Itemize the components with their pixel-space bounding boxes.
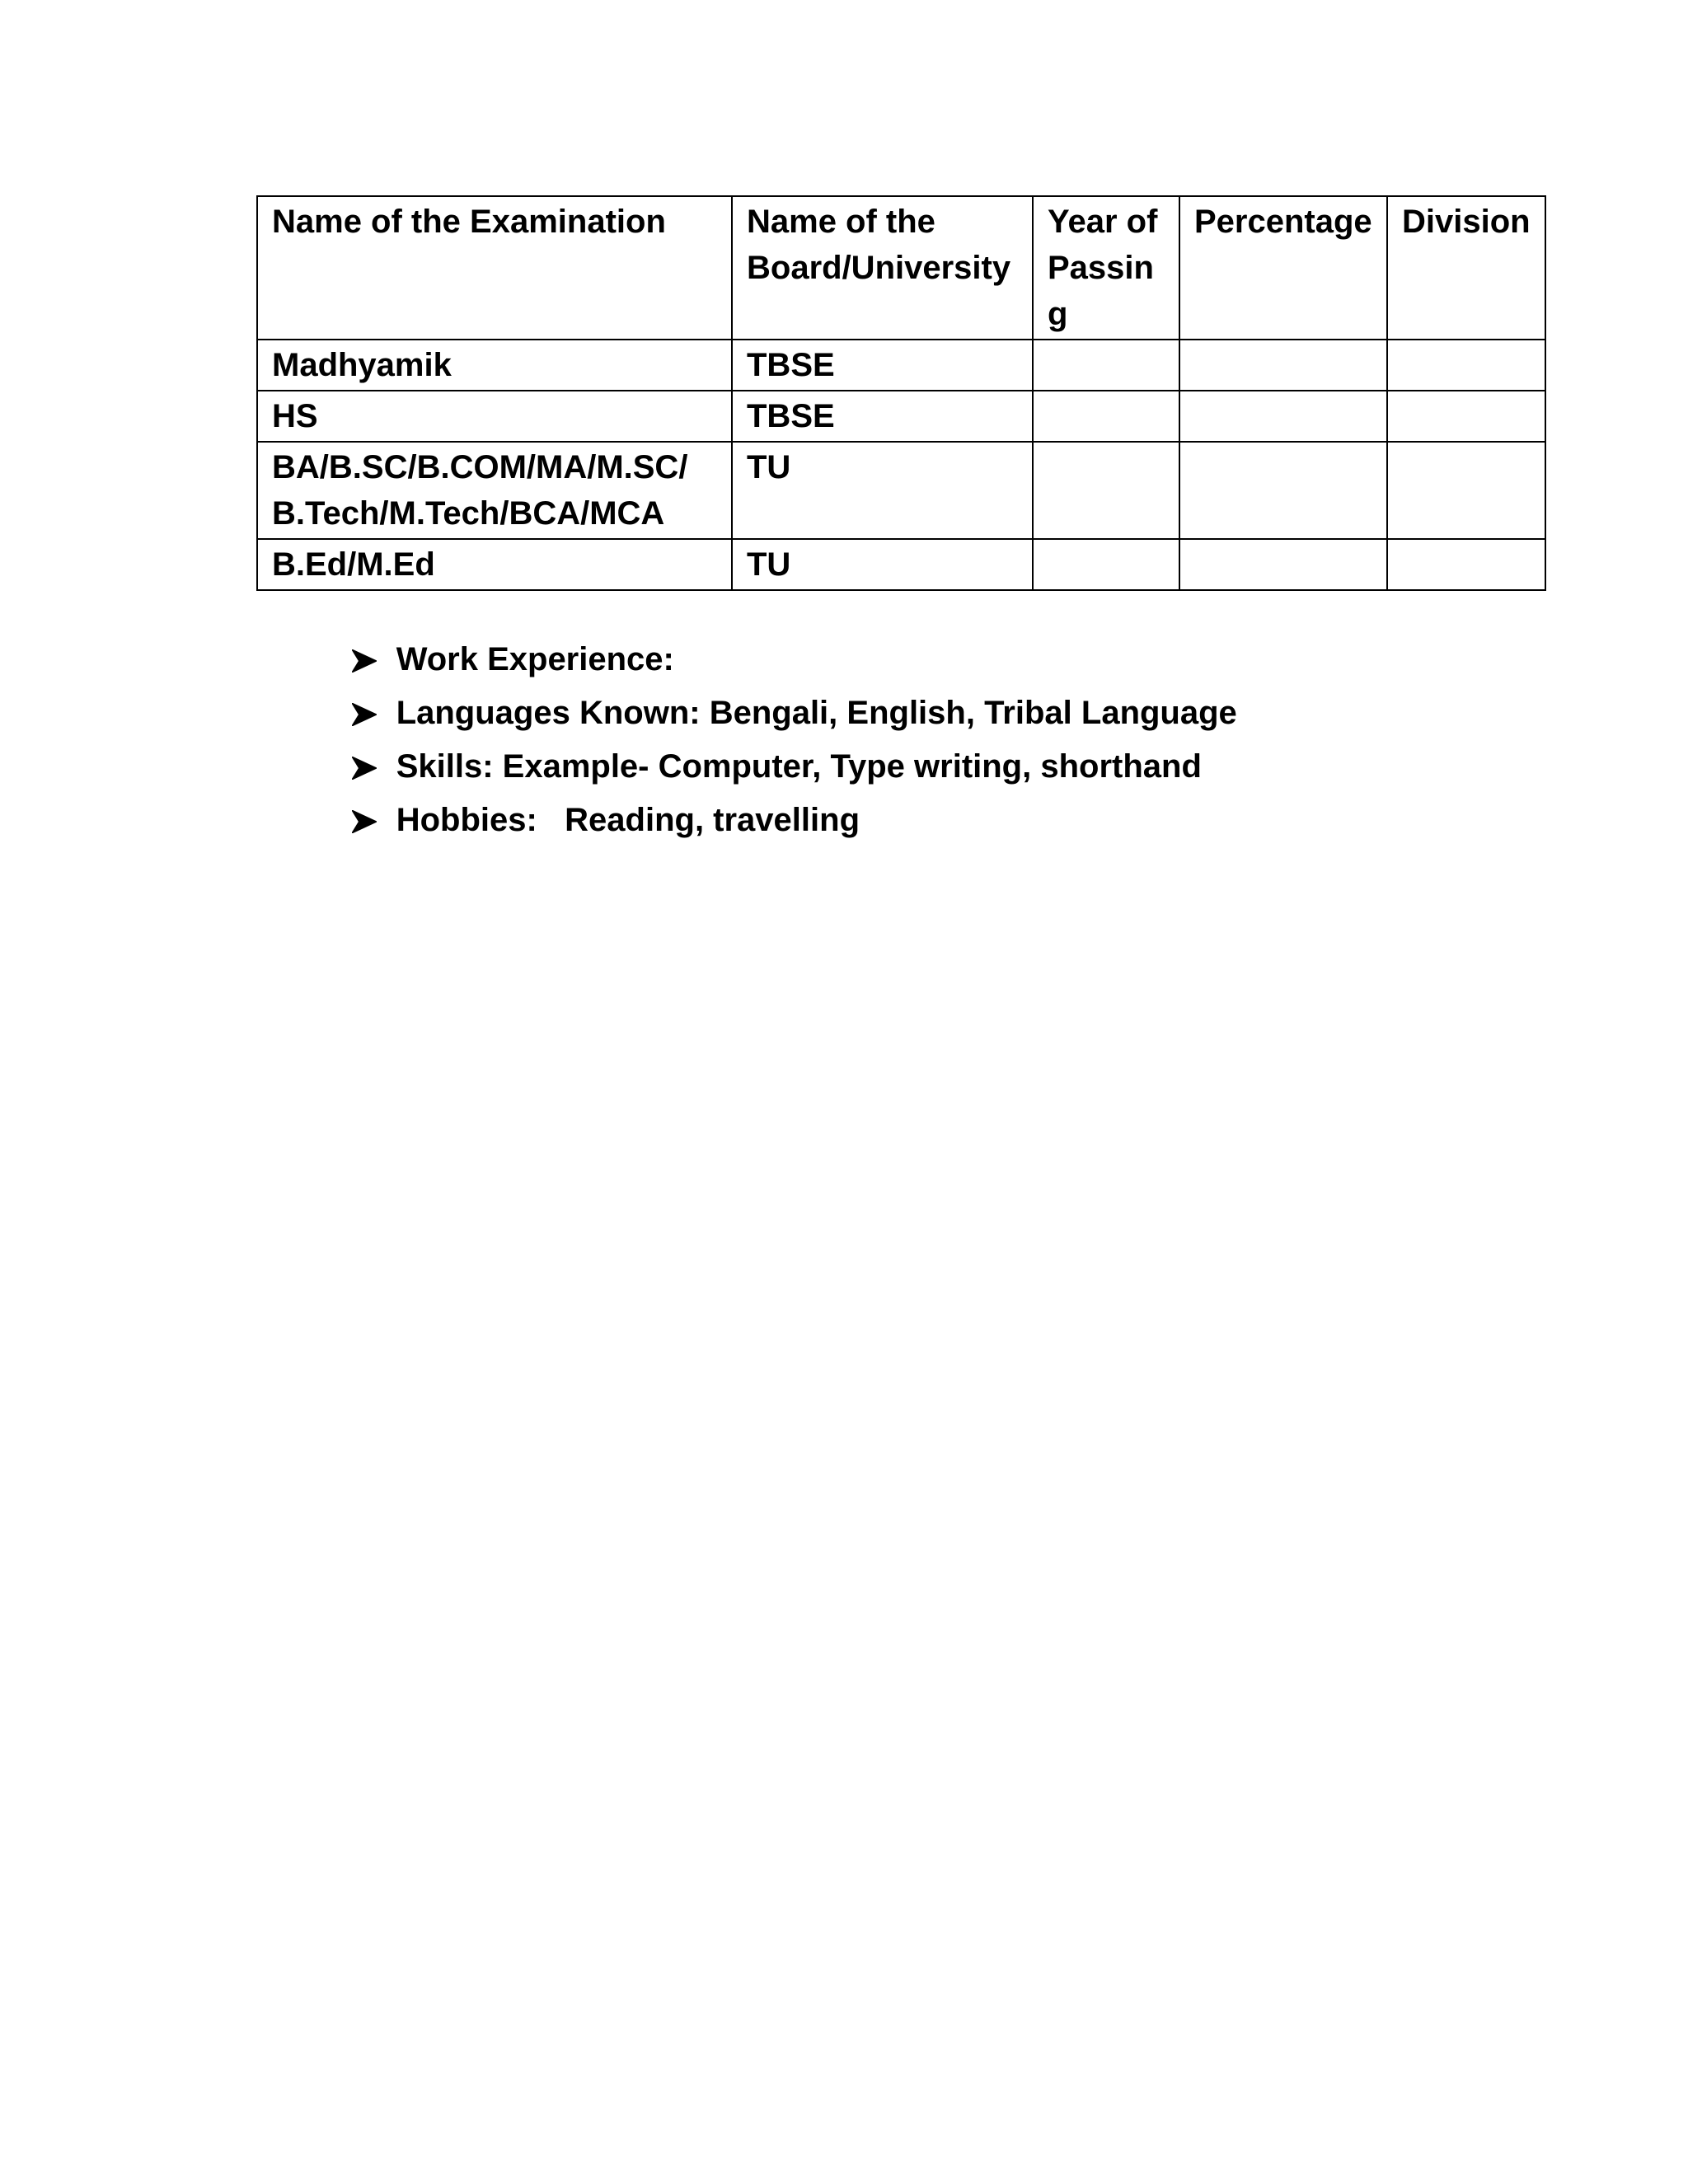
cell-board: TU bbox=[732, 539, 1033, 590]
header-division: Division bbox=[1387, 196, 1545, 340]
list-item-languages bbox=[297, 633, 1237, 731]
cell-percentage bbox=[1179, 442, 1387, 539]
item-value: Bengali, English, Tribal Language bbox=[700, 695, 1237, 731]
item-value: Example- Computer, Type writing, shorthand bbox=[493, 748, 1202, 785]
details-list bbox=[297, 579, 1237, 838]
list-item-hobbies bbox=[297, 740, 1237, 838]
cell-exam: HS bbox=[257, 391, 732, 442]
cell-board: TBSE bbox=[732, 391, 1033, 442]
cell-year bbox=[1033, 391, 1179, 442]
table-row bbox=[257, 340, 1545, 391]
cell-board: TBSE bbox=[732, 340, 1033, 391]
cell-year bbox=[1033, 442, 1179, 539]
header-board: Name of the Board/University bbox=[732, 196, 1033, 340]
header-year: Year of Passing bbox=[1033, 196, 1179, 340]
item-value: Reading, travelling bbox=[537, 802, 860, 838]
header-percentage: Percentage bbox=[1179, 196, 1387, 340]
cell-division bbox=[1387, 442, 1545, 539]
cell-year bbox=[1033, 340, 1179, 391]
cell-exam: Madhyamik bbox=[257, 340, 732, 391]
item-label: Skills: bbox=[396, 748, 494, 785]
table-header-row bbox=[257, 196, 1545, 340]
education-table bbox=[256, 195, 1546, 591]
header-exam: Name of the Examination bbox=[257, 196, 732, 340]
cell-division bbox=[1387, 391, 1545, 442]
cell-exam: B.Ed/M.Ed bbox=[257, 539, 732, 590]
cell-percentage bbox=[1179, 391, 1387, 442]
cell-division bbox=[1387, 340, 1545, 391]
item-label: Languages Known: bbox=[396, 695, 701, 731]
list-item-work-experience bbox=[297, 579, 1237, 677]
table-row bbox=[257, 391, 1545, 442]
list-item-skills bbox=[297, 687, 1237, 785]
arrowhead-bullet-icon bbox=[352, 794, 396, 847]
cell-exam: BA/B.SC/B.COM/MA/M.SC/ B.Tech/M.Tech/BCA/MCA bbox=[257, 442, 732, 539]
cell-board: TU bbox=[732, 442, 1033, 539]
cell-percentage bbox=[1179, 340, 1387, 391]
item-label: Work Experience: bbox=[396, 641, 674, 677]
cell-division bbox=[1387, 539, 1545, 590]
table-row bbox=[257, 442, 1545, 539]
item-label: Hobbies: bbox=[396, 802, 537, 838]
